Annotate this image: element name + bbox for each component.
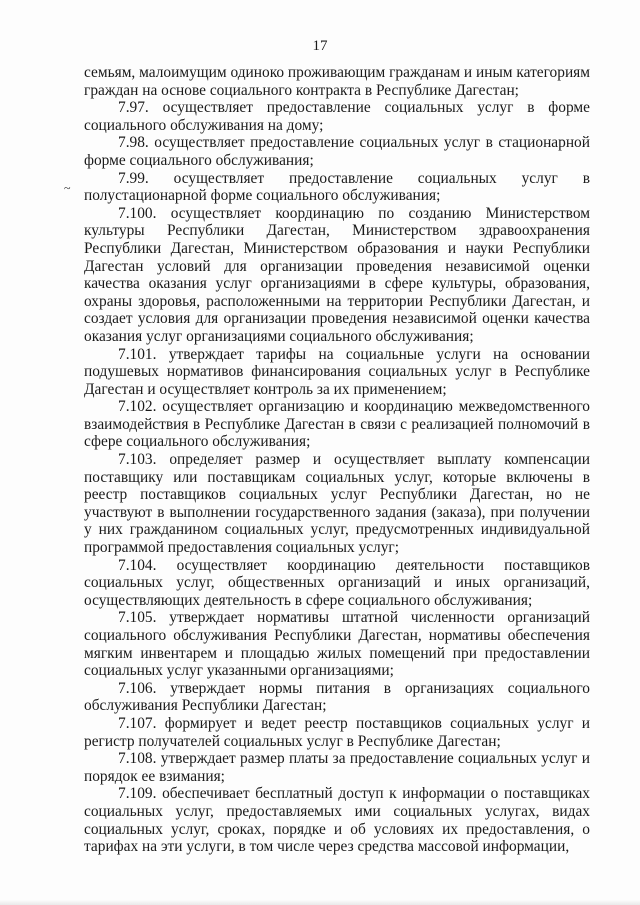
paragraph-7-97: 7.97. осуществляет предоставление социальных услуг в форме социального обслуживания на дому; xyxy=(84,99,590,134)
paragraph-7-102: 7.102. осуществляет организацию и координацию межведомственного взаимодействия в Республике Дагестан в связи с реализацией полномочий в сфере социального обслуживания; xyxy=(84,398,590,451)
paragraph-7-109: 7.109. обеспечивает бесплатный доступ к информации о поставщиках социальных услуг, предоставляемых ими социальных услугах, видах социальных услуг, сроках, порядке и об условиях их предоставления, о тарифах на эти услуги, в том числе через средства массовой информации, xyxy=(84,785,590,856)
paragraph-continuation: семьям, малоимущим одиноко проживающим гражданам и иным категориям граждан на основе социального контракта в Республике Дагестан; xyxy=(84,64,590,99)
paragraph-7-103: 7.103. определяет размер и осуществляет выплату компенсации поставщику или поставщикам социальных услуг, которые включены в реестр поставщиков социальных услуг Республики Дагестан, но не участвуют в выполнении государственного задания (заказа), при получении у них гражданином социальных услуг, предусмотренных индивидуальной программой предоставления социальных услуг; xyxy=(84,451,590,557)
paragraph-7-104: 7.104. осуществляет координацию деятельности поставщиков социальных услуг, общественных организаций и иных организаций, осуществляющих деятельность в сфере социального обслуживания; xyxy=(84,556,590,609)
paragraph-7-99: 7.99. осуществляет предоставление социальных услуг в полустационарной форме социального обслуживания; xyxy=(84,169,590,205)
scan-edge-shadow xyxy=(0,899,640,905)
paragraph-7-101: 7.101. утверждает тарифы на социальные услуги на основании подушевых нормативов финансирования социальных услуг в Республике Дагестан и осуществляет контроль за их применением; xyxy=(84,345,590,398)
document-body xyxy=(84,64,590,856)
paragraph-7-108: 7.108. утверждает размер платы за предоставление социальных услуг и порядок ее взимания; xyxy=(84,750,590,785)
page-number: 17 xyxy=(312,38,328,54)
paragraph-7-105: 7.105. утверждает нормативы штатной численности организаций социального обслуживания Республики Дагестан, нормативы обеспечения мягким инвентарем и площадью жилых помещений при предоставлении социальных услуг указанными организациями; xyxy=(84,609,590,680)
margin-mark: ~ xyxy=(64,181,71,195)
paragraph-7-106: 7.106. утверждает нормы питания в организациях социального обслуживания Республики Дагестан; xyxy=(84,679,590,715)
paragraph-7-98: 7.98. осуществляет предоставление социальных услуг в стационарной форме социального обслуживания; xyxy=(84,134,590,169)
paragraph-7-107: 7.107. формирует и ведет реестр поставщиков социальных услуг и регистр получателей социальных услуг в Республике Дагестан; xyxy=(84,714,590,750)
paragraph-7-100: 7.100. осуществляет координацию по созданию Министерством культуры Республики Дагестан, Министерством здравоохранения Республики Дагестан, Министерством образования и науки Республики Дагестан условий для организации проведения независимой оценки качества оказания услуг организациями в сфере культуры, образования, охраны здоровья, расположенными на территории Республики Дагестан, и создает условия для организации проведения независимой оценки качества оказания услуг организациями социального обслуживания; xyxy=(84,204,590,345)
